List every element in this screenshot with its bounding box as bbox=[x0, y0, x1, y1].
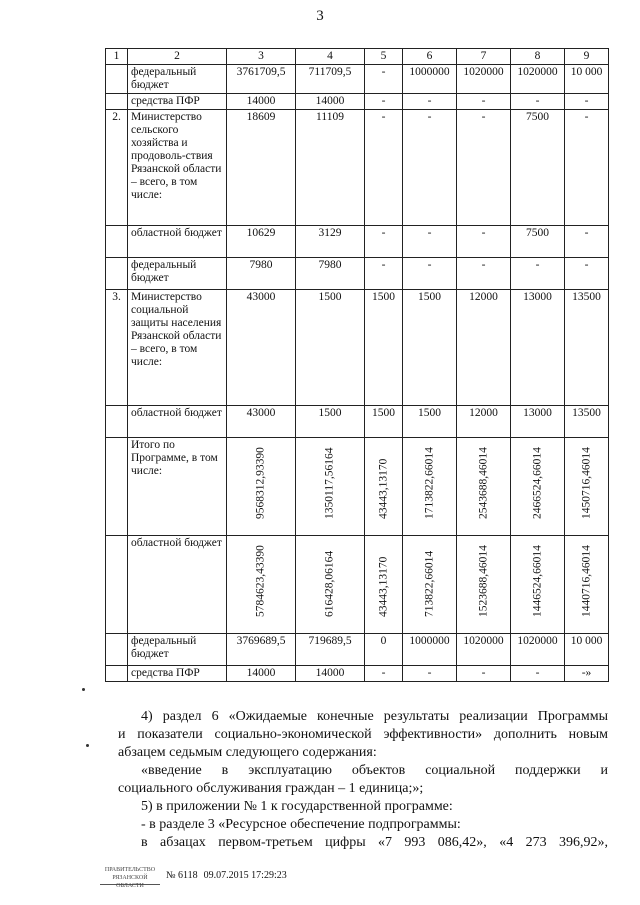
table-cell: 1020000 bbox=[511, 65, 565, 94]
table-cell: 1500 bbox=[365, 406, 403, 438]
table-cell: 711709,5 bbox=[296, 65, 365, 94]
table-cell: 3761709,5 bbox=[227, 65, 296, 94]
cell-value: 1450716,46014 bbox=[580, 447, 592, 519]
table-cell-vertical bbox=[511, 438, 565, 536]
paragraph-line: 4) раздел 6 «Ожидаемые конечные результаты реализации Программы bbox=[141, 709, 608, 724]
column-header: 2 bbox=[128, 49, 227, 65]
row-label: федеральный бюджет bbox=[128, 65, 227, 94]
column-header: 1 bbox=[106, 49, 128, 65]
table-cell: 1500 bbox=[296, 290, 365, 406]
column-header: 7 bbox=[457, 49, 511, 65]
cell-value: 1440716,46014 bbox=[580, 545, 592, 617]
table-cell: - bbox=[511, 666, 565, 682]
cell-value: 1446524,66014 bbox=[531, 545, 543, 617]
table-cell: - bbox=[403, 94, 457, 110]
row-label: средства ПФР bbox=[128, 94, 227, 110]
row-label: федеральный бюджет bbox=[128, 634, 227, 666]
table-cell: 10 000 bbox=[565, 634, 609, 666]
row-label: областной бюджет bbox=[128, 406, 227, 438]
paragraph-line: «введение в эксплуатацию объектов социальной поддержки и bbox=[141, 763, 608, 778]
table-cell: 7500 bbox=[511, 226, 565, 258]
table-cell-vertical bbox=[457, 438, 511, 536]
paragraph-line: социального обслуживания граждан – 1 единица;»; bbox=[118, 781, 424, 796]
cell-value: 616428,06164 bbox=[323, 550, 336, 617]
row-number bbox=[106, 406, 128, 438]
table-cell: - bbox=[511, 258, 565, 290]
table-cell: 14000 bbox=[227, 94, 296, 110]
table-cell: 11109 bbox=[296, 110, 365, 226]
table-cell-vertical bbox=[227, 536, 296, 634]
table-cell-vertical bbox=[457, 536, 511, 634]
table-row bbox=[106, 290, 609, 406]
table-cell: - bbox=[457, 110, 511, 226]
table-cell: - bbox=[565, 110, 609, 226]
cell-value: 1350117,56164 bbox=[323, 447, 336, 519]
column-header: 5 bbox=[365, 49, 403, 65]
table-cell: 3129 bbox=[296, 226, 365, 258]
table-row bbox=[106, 94, 609, 110]
column-header: 4 bbox=[296, 49, 365, 65]
table-cell: 1500 bbox=[403, 406, 457, 438]
table-cell: 10629 bbox=[227, 226, 296, 258]
table-cell: 1500 bbox=[403, 290, 457, 406]
paragraph-line: - в разделе 3 «Ресурсное обеспечение подпрограммы: bbox=[141, 817, 461, 832]
table-cell: 14000 bbox=[296, 666, 365, 682]
table-cell: 14000 bbox=[296, 94, 365, 110]
registration-stamp: ПРАВИТЕЛЬСТВО РЯЗАНСКОЙ ОБЛАСТИ bbox=[100, 866, 160, 885]
table-row bbox=[106, 258, 609, 290]
table-cell: 14000 bbox=[227, 666, 296, 682]
paragraph-line: и показатели социально-экономической эффективности» дополнить новым bbox=[118, 727, 608, 742]
table-cell-vertical bbox=[565, 536, 609, 634]
cell-value: 713822,66014 bbox=[423, 550, 435, 617]
table-cell-vertical bbox=[511, 536, 565, 634]
row-number bbox=[106, 94, 128, 110]
table-cell-vertical bbox=[403, 536, 457, 634]
paragraph-line: абзацем седьмым следующего содержания: bbox=[118, 745, 377, 760]
cell-value: 43443,13170 bbox=[377, 556, 389, 617]
table-cell: 3769689,5 bbox=[227, 634, 296, 666]
row-label: средства ПФР bbox=[128, 666, 227, 682]
table-cell: 0 bbox=[365, 634, 403, 666]
table-cell: - bbox=[365, 94, 403, 110]
cell-value: 5784623,43390 bbox=[254, 545, 267, 617]
table-cell: 1020000 bbox=[457, 65, 511, 94]
row-number bbox=[106, 438, 128, 536]
table-cell: - bbox=[365, 110, 403, 226]
table-cell: - bbox=[457, 258, 511, 290]
doc-number: № 6118 bbox=[166, 870, 198, 881]
row-number bbox=[106, 226, 128, 258]
table-cell-vertical bbox=[365, 438, 403, 536]
table-cell: 1000000 bbox=[403, 634, 457, 666]
table-cell: 719689,5 bbox=[296, 634, 365, 666]
row-number: 2. bbox=[106, 110, 128, 226]
row-label: Итого по Программе, в том числе: bbox=[128, 438, 227, 536]
table-row bbox=[106, 634, 609, 666]
table-cell: - bbox=[403, 110, 457, 226]
row-label: областной бюджет bbox=[128, 536, 227, 634]
row-label: федеральный бюджет bbox=[128, 258, 227, 290]
cell-value: 2466524,66014 bbox=[531, 447, 543, 519]
paragraph-line: 5) в приложении № 1 к государственной программе: bbox=[141, 799, 453, 814]
cell-value: 43443,13170 bbox=[377, 458, 389, 519]
row-number bbox=[106, 666, 128, 682]
table-cell: 18609 bbox=[227, 110, 296, 226]
table-row bbox=[106, 536, 609, 634]
table-row bbox=[106, 226, 609, 258]
doc-timestamp: 09.07.2015 17:29:23 bbox=[203, 870, 287, 881]
table-cell: 12000 bbox=[457, 406, 511, 438]
table-cell: - bbox=[403, 666, 457, 682]
table-cell: - bbox=[403, 226, 457, 258]
table-row bbox=[106, 666, 609, 682]
table-cell: - bbox=[457, 94, 511, 110]
table-row bbox=[106, 406, 609, 438]
scan-mark bbox=[82, 688, 85, 691]
table-cell: 10 000 bbox=[565, 65, 609, 94]
table-cell: - bbox=[511, 94, 565, 110]
table-cell: 13000 bbox=[511, 406, 565, 438]
table-cell: 1020000 bbox=[511, 634, 565, 666]
table-cell: 43000 bbox=[227, 406, 296, 438]
cell-value: 9568312,93390 bbox=[254, 447, 267, 519]
table-cell: 1500 bbox=[296, 406, 365, 438]
table-cell: - bbox=[565, 258, 609, 290]
table-cell: 13500 bbox=[565, 406, 609, 438]
paragraph-line: в абзацах первом-третьем цифры «7 993 086,42», «4 273 396,92», bbox=[141, 835, 608, 850]
row-number bbox=[106, 536, 128, 634]
cell-value: 1713822,66014 bbox=[423, 447, 435, 519]
budget-table bbox=[105, 48, 609, 682]
table-cell: 1020000 bbox=[457, 634, 511, 666]
table-row bbox=[106, 438, 609, 536]
table-cell: 12000 bbox=[457, 290, 511, 406]
table-cell: 7980 bbox=[227, 258, 296, 290]
table-cell: 7500 bbox=[511, 110, 565, 226]
table-cell: - bbox=[365, 65, 403, 94]
table-cell-vertical bbox=[403, 438, 457, 536]
table-cell: - bbox=[565, 94, 609, 110]
cell-value: 2543688,46014 bbox=[477, 447, 489, 519]
row-label: областной бюджет bbox=[128, 226, 227, 258]
table-cell: - bbox=[365, 258, 403, 290]
table-row bbox=[106, 110, 609, 226]
table-cell: 43000 bbox=[227, 290, 296, 406]
table-cell: - bbox=[457, 226, 511, 258]
footer bbox=[100, 866, 287, 889]
cell-value: 1523688,46014 bbox=[477, 545, 489, 617]
row-number bbox=[106, 258, 128, 290]
row-label: Министерство социальной защиты населения Рязанской области – всего, в том числе: bbox=[128, 290, 227, 406]
column-header: 6 bbox=[403, 49, 457, 65]
table-cell-vertical bbox=[227, 438, 296, 536]
row-label: Министерство сельского хозяйства и продоволь-ствия Рязанской области – всего, в том числе: bbox=[128, 110, 227, 226]
column-header: 8 bbox=[511, 49, 565, 65]
table-cell: 7980 bbox=[296, 258, 365, 290]
column-header: 9 bbox=[565, 49, 609, 65]
row-number bbox=[106, 634, 128, 666]
table-header-row bbox=[106, 49, 609, 65]
table-cell-vertical bbox=[565, 438, 609, 536]
row-number: 3. bbox=[106, 290, 128, 406]
table-cell: 13000 bbox=[511, 290, 565, 406]
table-cell: - bbox=[565, 226, 609, 258]
table-cell: 1000000 bbox=[403, 65, 457, 94]
row-number bbox=[106, 65, 128, 94]
table-cell-vertical bbox=[296, 438, 365, 536]
page-number: 3 bbox=[316, 8, 324, 24]
table-cell-vertical bbox=[296, 536, 365, 634]
table-cell-vertical bbox=[365, 536, 403, 634]
table-cell: 1500 bbox=[365, 290, 403, 406]
table-cell: - bbox=[365, 666, 403, 682]
table-cell: - bbox=[457, 666, 511, 682]
table-cell: 13500 bbox=[565, 290, 609, 406]
scan-mark bbox=[86, 744, 89, 747]
table-cell: - bbox=[365, 226, 403, 258]
table-cell: - bbox=[403, 258, 457, 290]
table-cell: -» bbox=[565, 666, 609, 682]
table-row bbox=[106, 65, 609, 94]
column-header: 3 bbox=[227, 49, 296, 65]
